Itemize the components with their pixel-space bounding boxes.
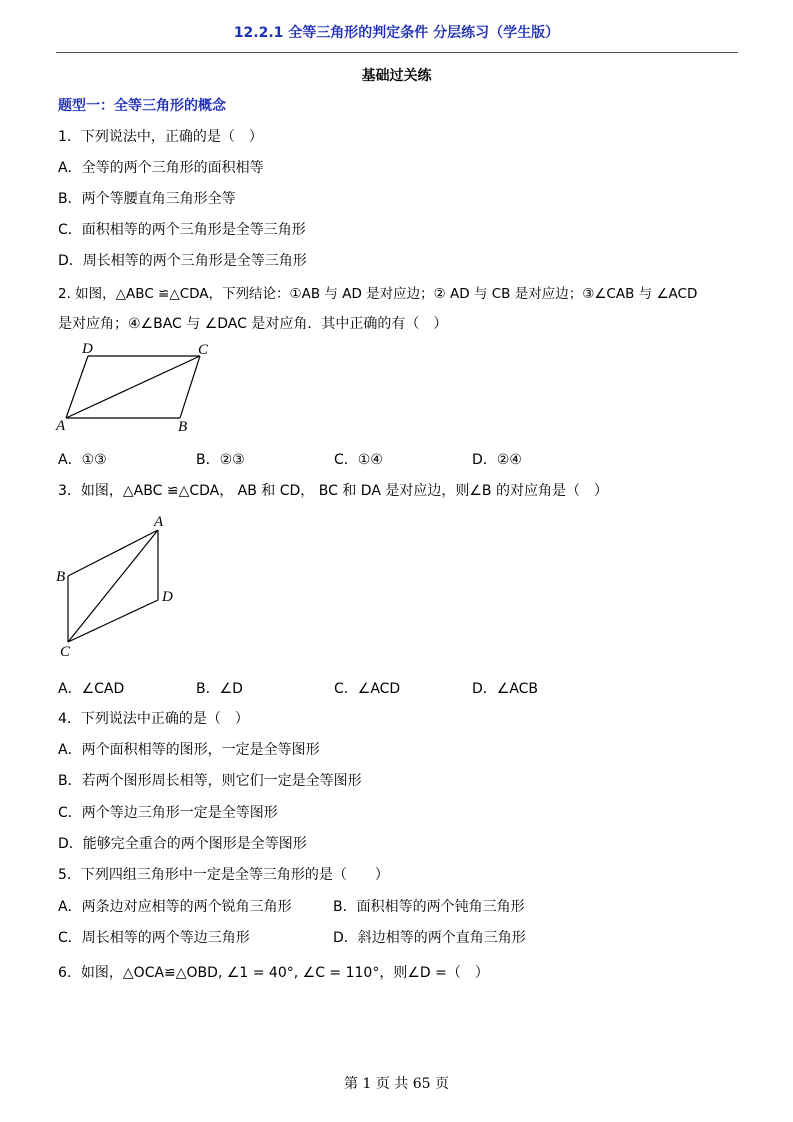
q2-option-a: A．①③ [58,452,107,468]
q3-label-a: A [154,514,164,530]
q4-option-b: B．若两个图形周长相等，则它们一定是全等图形 [58,773,362,789]
q1-option-a: A．全等的两个三角形的面积相等 [58,160,264,176]
q2-parallelogram-figure [52,340,222,435]
q5-stem: 5．下列四组三角形中一定是全等三角形的是（ ） [58,867,389,883]
q3-option-a: A．∠CAD [58,681,125,697]
header-divider [56,52,738,53]
q4-option-c: C．两个等边三角形一定是全等图形 [58,805,278,821]
page-header-title: 12.2.1 全等三角形的判定条件 分层练习（学生版） [233,25,560,41]
q3-label-b: B [56,569,66,585]
q2-stem-line1: 2. 如图，△ABC ≌△CDA，下列结论：①AB 与 AD 是对应边；② AD 与 CB 是对应边；③∠CAB 与 ∠ACD [58,286,698,302]
q3-quadrilateral-figure [52,510,192,662]
q2-label-a: A [56,418,66,434]
q2-label-d: D [82,341,93,357]
q2-option-b: B．②③ [196,452,245,468]
q5-option-c: C．周长相等的两个等边三角形 [58,930,250,946]
q2-option-d: D．②④ [472,452,522,468]
q1-option-c: C．面积相等的两个三角形是全等三角形 [58,222,306,238]
q1-option-d: D．周长相等的两个三角形是全等三角形 [58,253,307,269]
q5-option-d: D．斜边相等的两个直角三角形 [333,930,526,946]
q2-label-c: C [198,342,209,358]
q3-edge-ab [68,530,158,576]
q2-label-b: B [178,419,188,435]
q3-label-d: D [162,589,173,605]
q3-label-c: C [60,644,71,660]
q1-option-b: B．两个等腰直角三角形全等 [58,191,236,207]
q4-stem: 4．下列说法中正确的是（ ） [58,711,249,727]
q4-option-a: A．两个面积相等的图形，一定是全等图形 [58,742,320,758]
q3-option-d: D．∠ACB [472,681,539,697]
q2-stem-line2: 是对应角；④∠BAC 与 ∠DAC 是对应角．其中正确的有（ ） [58,316,448,332]
question-type-heading: 题型一：全等三角形的概念 [58,98,226,114]
page-footer: 第 1 页 共 65 页 [344,1076,449,1092]
q2-diagonal-ac [66,356,200,418]
q1-stem: 1．下列说法中，正确的是（ ） [58,129,263,145]
q3-diagonal-ac [68,530,158,642]
q4-option-d: D．能够完全重合的两个图形是全等图形 [58,836,307,852]
q5-option-a: A．两条边对应相等的两个锐角三角形 [58,899,292,915]
q3-option-b: B．∠D [196,681,243,697]
q3-option-c: C．∠ACD [334,681,401,697]
q6-stem: 6．如图，△OCA≌△OBD, ∠1 = 40°, ∠C = 110°，则∠D =（ ） [58,965,489,981]
q2-option-c: C．①④ [334,452,383,468]
q2-edge-cb [180,356,200,418]
q3-edge-cd [68,600,158,642]
section-title: 基础过关练 [361,68,432,84]
q3-stem: 3．如图，△ABC ≌△CDA， AB 和 CD， BC 和 DA 是对应边，则∠B 的对应角是（ ） [58,483,608,499]
q5-option-b: B．面积相等的两个钝角三角形 [333,899,525,915]
